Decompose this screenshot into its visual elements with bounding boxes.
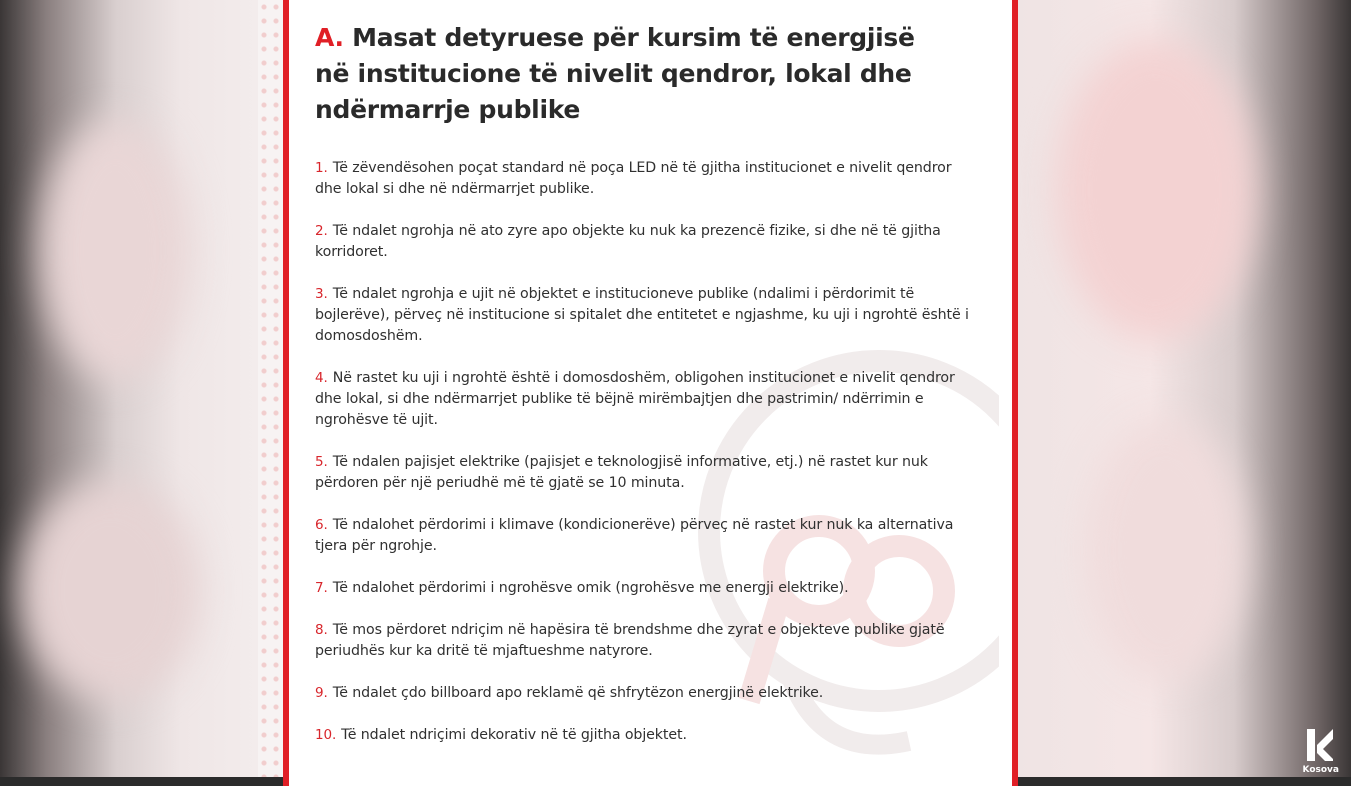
list-item (315, 452, 982, 494)
item-text: Të zëvendësohen poçat standard në poça LED në të gjitha institucionet e nivelit qendror dhe lokal si dhe në ndërmarrjet publike. (315, 160, 952, 197)
document-stage (258, 0, 1016, 777)
k-logo-icon (1303, 727, 1337, 769)
item-number: 4. (315, 370, 328, 386)
item-number: 10. (315, 727, 337, 743)
item-number: 7. (315, 580, 328, 596)
heading-letter: A. (315, 23, 344, 52)
blur-shape (1086, 420, 1246, 680)
blur-shape (40, 120, 190, 380)
item-text: Në rastet ku uji i ngrohtë është i domosdoshëm, obligohen institucionet e nivelit qendror dhe lokal, si dhe ndërmarrjet publike të bëjnë mirëmbajtjen dhe pastrimin/ ndërrimin e ngrohësve të ujit. (315, 370, 955, 428)
item-text: Të ndalohet përdorimi i klimave (kondicionerëve) përveç në rastet kur nuk ka alternativa tjera për ngrohje. (315, 517, 954, 554)
item-text: Të ndalet çdo billboard apo reklamë që shfrytëzon energjinë elektrike. (332, 685, 824, 701)
item-text: Të ndalet ndriçimi dekorativ në të gjitha objektet. (341, 727, 687, 743)
list-item (315, 158, 982, 200)
list-item (315, 515, 982, 557)
list-item (315, 725, 982, 746)
list-item (315, 620, 982, 662)
blurred-background-right (1016, 0, 1351, 777)
item-number: 9. (315, 685, 328, 701)
item-text: Të mos përdoret ndriçim në hapësira të brendshme dhe zyrat e objekteve publike gjatë periudhës kur ka dritë të mjaftueshme natyrore. (315, 622, 945, 659)
item-text: Të ndalet ngrohja në ato zyre apo objekte ku nuk ka prezencë fizike, si dhe në të gjitha korridoret. (315, 223, 941, 260)
item-text: Të ndalen pajisjet elektrike (pajisjet e teknologjisë informative, etj.) në rastet kur nuk përdoren për një periudhë më të gjatë se 10 minuta. (315, 454, 928, 491)
list-item (315, 284, 982, 347)
channel-logo-label: Kosova (1302, 765, 1339, 775)
item-number: 8. (315, 622, 328, 638)
blur-shape (1056, 40, 1256, 340)
document-panel (283, 0, 1018, 786)
measures-list (315, 158, 982, 746)
item-number: 6. (315, 517, 328, 533)
blur-shape (20, 480, 200, 700)
list-item (315, 683, 982, 704)
item-number: 3. (315, 286, 328, 302)
blurred-background-left (0, 0, 258, 777)
item-number: 5. (315, 454, 328, 470)
item-text: Të ndalohet përdorimi i ngrohësve omik (ngrohësve me energji elektrike). (332, 580, 849, 596)
item-text: Të ndalet ngrohja e ujit në objektet e institucioneve publike (ndalimi i përdorimit të bojlerëve), përveç në institucione si spitalet dhe entitetet e ngjashme, ku uji i ngrohtë është i domosdoshëm. (315, 286, 969, 344)
item-number: 2. (315, 223, 328, 239)
decorative-pattern-left (258, 0, 282, 777)
item-number: 1. (315, 160, 328, 176)
list-item (315, 368, 982, 431)
heading-text: Masat detyruese për kursim të energjisë në institucione të nivelit qendror, lokal dhe ndërmarrje publike (315, 23, 915, 124)
document-heading (315, 20, 955, 128)
list-item (315, 221, 982, 263)
list-item (315, 578, 982, 599)
